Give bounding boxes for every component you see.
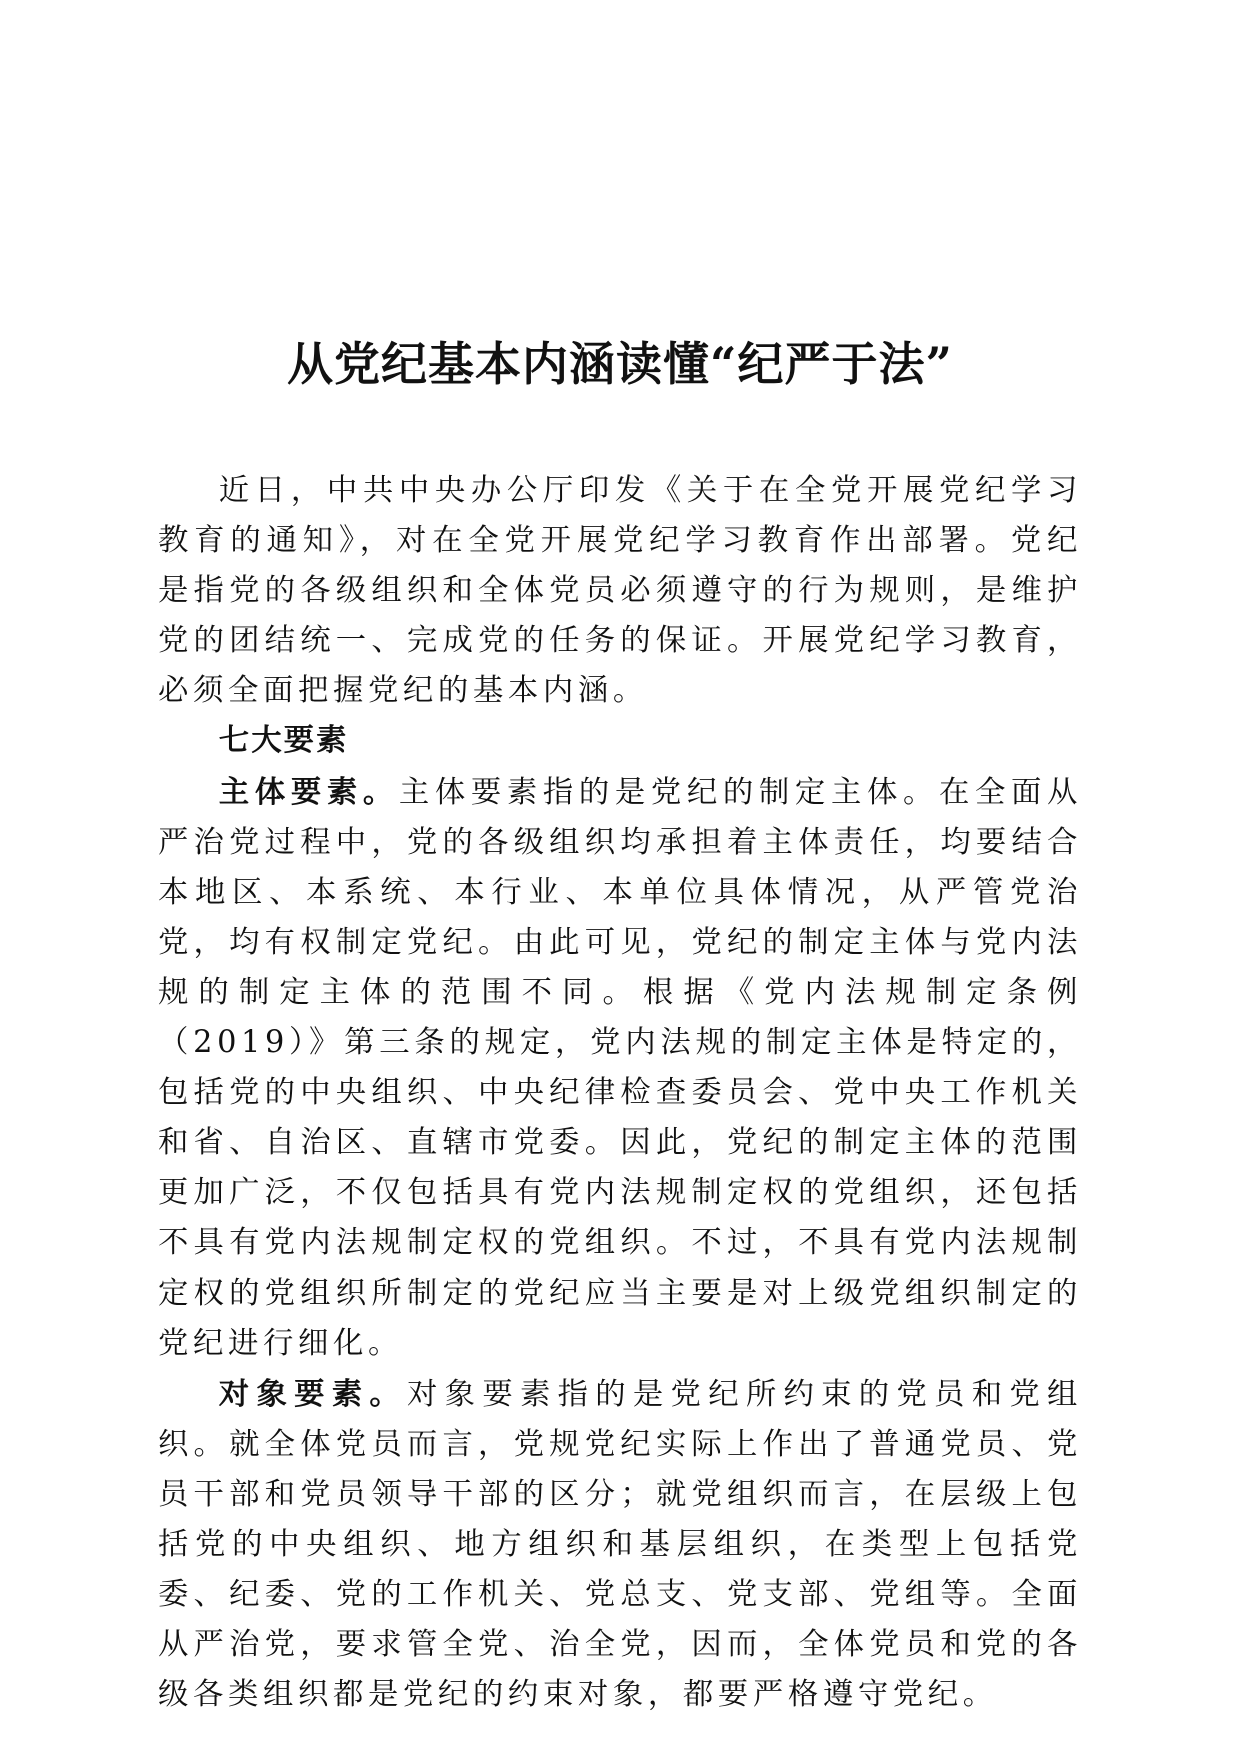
subject-element-text: 主体要素指的是党纪的制定主体。在全面从严治党过程中，党的各级组织均承担着主体责任，均要结合本地区、本系统、本行业、本单位具体情况，从严管党治党，均有权制定党纪。由此可见，党纪的制定主体与党内法规的制定主体的范围不同。根据《党内法规制定条例（2019）》第三条的规定，党内法规的制定主体是特定的，包括党的中央组织、中央纪律检查委员会、党中央工作机关和省、自治区、直辖市党委。因此，党纪的制定主体的范围更加广泛，不仅包括具有党内法规制定权的党组织，还包括不具有党内法规制定权的党组织。不过，不具有党内法规制定权的党组织所制定的党纪应当主要是对上级党组织制定的党纪进行细化。 bbox=[158, 774, 1082, 1361]
document-body bbox=[158, 466, 1082, 1720]
intro-paragraph: 近日，中共中央办公厅印发《关于在全党开展党纪学习教育的通知》，对在全党开展党纪学习教育作出部署。党纪是指党的各级组织和全体党员必须遵守的行为规则，是维护党的团结统一、完成党的任务的保证。开展党纪学习教育，必须全面把握党纪的基本内涵。 bbox=[158, 473, 1082, 709]
subject-element-paragraph bbox=[158, 767, 1082, 1369]
section-heading: 七大要素 bbox=[218, 723, 349, 759]
object-element-text: 对象要素指的是党纪所约束的党员和党组织。就全体党员而言，党规党纪实际上作出了普通党员、党员干部和党员领导干部的区分；就党组织而言，在层级上包括党的中央组织、地方组织和基层组织，在类型上包括党委、纪委、党的工作机关、党总支、党支部、党组等。全面从严治党，要求管全党、治全党，因而，全体党员和党的各级各类组织都是党纪的约束对象，都要严格遵守党纪。 bbox=[158, 1376, 1082, 1713]
object-element-lead: 对象要素。 bbox=[218, 1375, 408, 1412]
document-title: 从党纪基本内涵读懂“纪严于法” bbox=[287, 336, 953, 391]
subject-element-lead: 主体要素。 bbox=[218, 773, 399, 810]
object-element-paragraph bbox=[158, 1369, 1082, 1721]
